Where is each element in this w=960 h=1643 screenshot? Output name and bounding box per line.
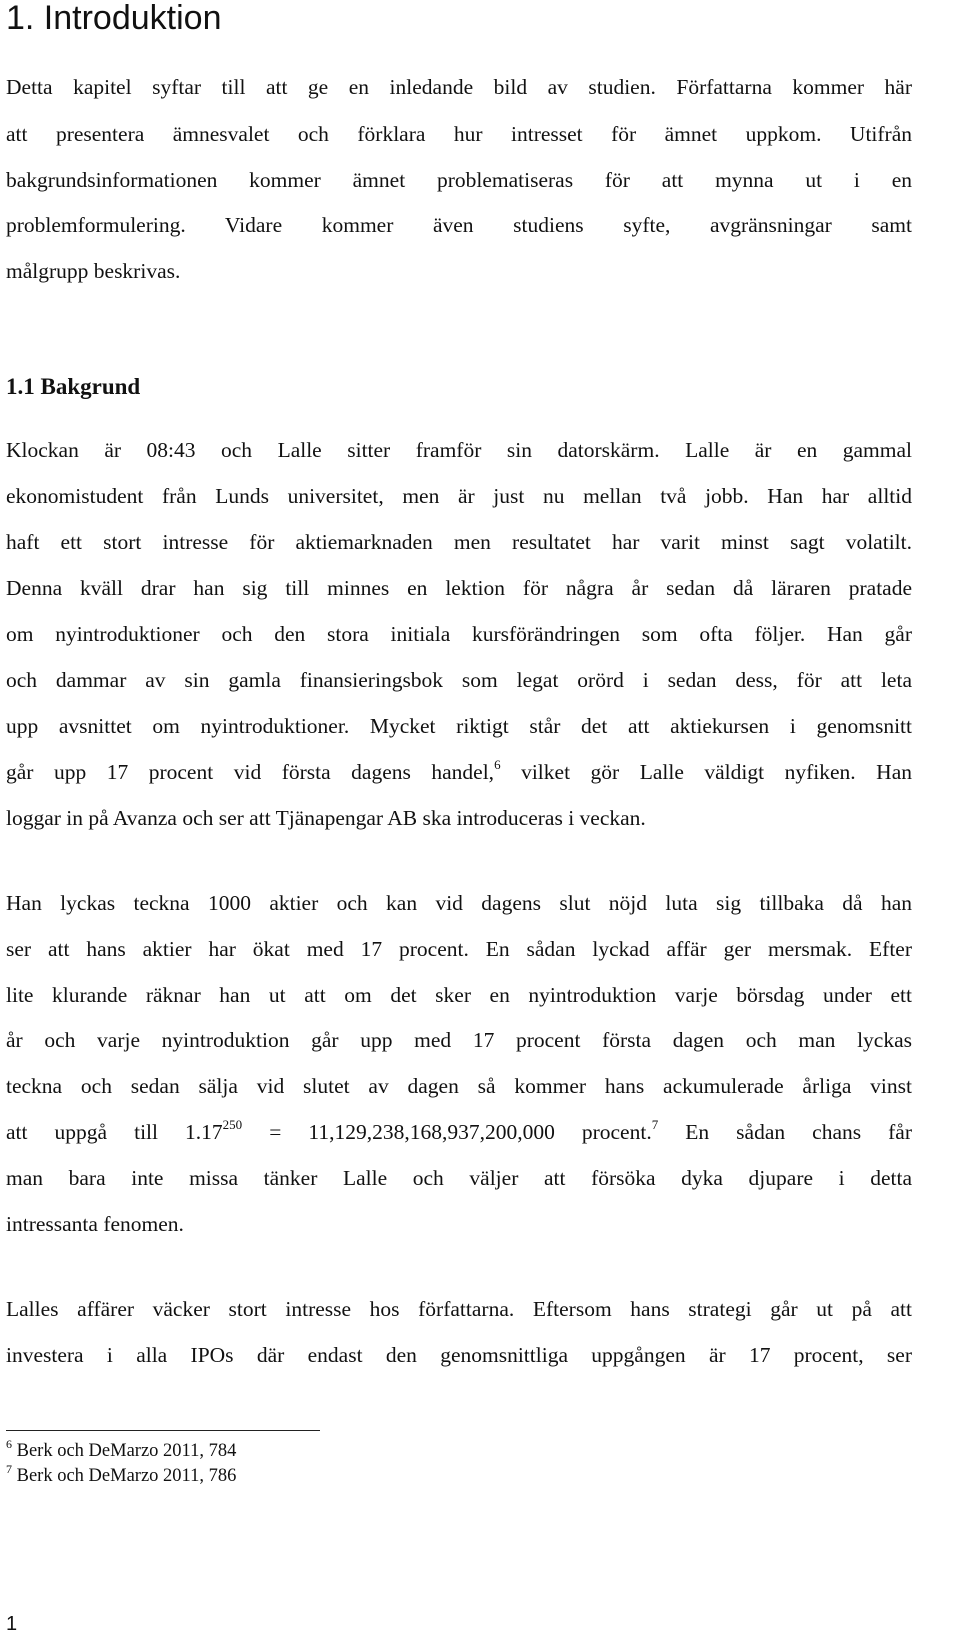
footnote-ref-7: 7 [651,1116,659,1132]
footnote-divider [6,1430,320,1431]
body-line: loggar in på Avanza och ser att Tjänapengar AB ska introduceras i veckan. [6,806,646,830]
body-line: haft ett stort intresse för aktiemarknaden men resultatet har varit minst sagt volatilt. [6,530,912,554]
footnote-7 [6,1461,237,1487]
footnote-6 [6,1436,237,1462]
body-line: Lalles affärer väcker stort intresse hos författarna. Eftersom hans strategi går ut på att [6,1297,912,1321]
intro-line: att presentera ämnesvalet och förklara hur intresset för ämnet uppkom. Utifrån [6,122,912,146]
body-line [6,1117,912,1147]
section-heading: 1.1 Bakgrund [6,374,141,399]
footnote-text: Berk och DeMarzo 2011, 784 [12,1441,237,1461]
body-line: år och varje nyintroduktion går upp med 17 procent första dagen och man lyckas [6,1028,912,1052]
body-line: och dammar av sin gamla finansieringsbok som legat orörd i sedan dess, för att leta [6,668,912,692]
body-line: man bara inte missa tänker Lalle och väljer att försöka dyka djupare i detta [6,1166,912,1190]
footnote-number: 7 [6,1461,12,1476]
body-line: lite klurande räknar han ut att om det sker en nyintroduktion varje börsdag under ett [6,983,912,1007]
body-line: ekonomistudent från Lunds universitet, men är just nu mellan två jobb. Han har alltid [6,484,912,508]
text-run: vilket gör Lalle väldigt nyfiken. Han [500,760,912,784]
body-line: ser att hans aktier har ökat med 17 procent. En sådan lyckad affär ger mersmak. Efter [6,937,912,961]
chapter-heading: 1. Introduktion [6,0,222,37]
body-line: investera i alla IPOs där endast den genomsnittliga uppgången är 17 procent, ser [6,1343,912,1367]
page-number: 1 [6,1613,18,1635]
body-line: Denna kväll drar han sig till minnes en lektion för några år sedan då läraren pratade [6,576,912,600]
body-line: om nyintroduktioner och den stora initiala kursförändringen som ofta följer. Han går [6,622,912,646]
body-line [6,757,912,787]
intro-line: bakgrundsinformationen kommer ämnet problematiseras för att mynna ut i en [6,168,912,192]
intro-line: målgrupp beskrivas. [6,259,181,283]
footnote-number: 6 [6,1436,12,1451]
text-run: att uppgå till 1.17 [6,1120,223,1144]
exponent: 250 [222,1116,243,1132]
text-run: går upp 17 procent vid första dagens handel, [6,760,495,784]
intro-line: problemformulering. Vidare kommer även studiens syfte, avgränsningar samt [6,213,912,237]
text-run: En sådan chans får [658,1120,912,1144]
text-run: = 11,129,238,168,937,200,000 procent. [242,1120,652,1144]
footnote-ref-6: 6 [494,756,501,772]
body-line: upp avsnittet om nyintroduktioner. Mycket riktigt står det att aktiekursen i genomsnitt [6,714,912,738]
footnote-text: Berk och DeMarzo 2011, 786 [12,1466,237,1486]
body-line: Klockan är 08:43 och Lalle sitter framför sin datorskärm. Lalle är en gammal [6,438,912,462]
body-line: Han lyckas teckna 1000 aktier och kan vid dagens slut nöjd luta sig tillbaka då han [6,891,912,915]
body-line: intressanta fenomen. [6,1212,184,1236]
intro-line: Detta kapitel syftar till att ge en inledande bild av studien. Författarna kommer här [6,75,912,99]
body-line: teckna och sedan sälja vid slutet av dagen så kommer hans ackumulerade årliga vinst [6,1074,912,1098]
